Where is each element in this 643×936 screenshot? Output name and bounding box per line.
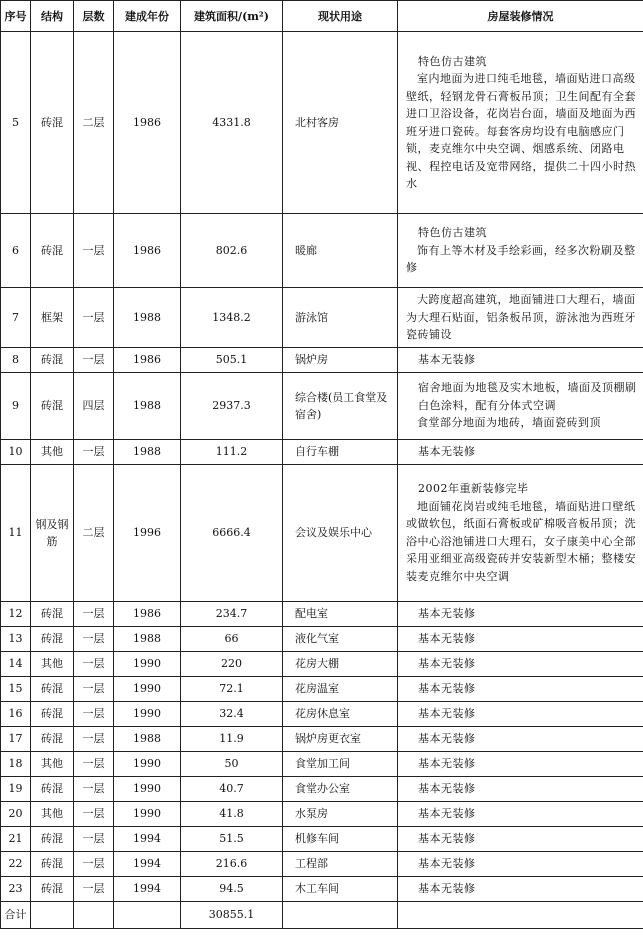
decoration-paragraph: 基本无装修 (418, 856, 476, 870)
cell-structure: 砖混 (31, 876, 74, 901)
table-row (1, 651, 643, 676)
header-structure: 结构 (31, 1, 74, 32)
cell-area: 72.1 (181, 676, 283, 701)
total-empty-structure (31, 901, 74, 928)
cell-area: 6666.4 (181, 464, 283, 601)
cell-floors: 一层 (74, 701, 114, 726)
cell-no: 16 (1, 701, 31, 726)
cell-decoration (398, 372, 643, 439)
table-row (1, 626, 643, 651)
cell-use: 食堂加工间 (283, 751, 398, 776)
cell-decoration (398, 826, 643, 851)
cell-area: 220 (181, 651, 283, 676)
table-row (1, 851, 643, 876)
decoration-paragraph: 2002年重新装修完毕 (418, 482, 529, 495)
table-row (1, 347, 643, 372)
cell-area: 111.2 (181, 439, 283, 464)
cell-use: 游泳馆 (283, 288, 398, 348)
cell-no: 10 (1, 439, 31, 464)
cell-floors: 一层 (74, 601, 114, 626)
decoration-paragraph: 食堂部分地面为地砖，墙面瓷砖到顶 (417, 416, 601, 430)
cell-use: 北村客房 (283, 32, 398, 214)
cell-use: 机修车间 (283, 826, 398, 851)
cell-structure: 其他 (31, 801, 74, 826)
cell-floors: 一层 (74, 347, 114, 372)
total-empty-year (114, 901, 181, 928)
cell-floors: 一层 (74, 726, 114, 751)
cell-no: 19 (1, 776, 31, 801)
cell-no: 13 (1, 626, 31, 651)
cell-floors: 一层 (74, 776, 114, 801)
cell-structure: 砖混 (31, 726, 74, 751)
cell-year: 1996 (114, 464, 181, 601)
cell-year: 1988 (114, 288, 181, 348)
cell-no: 5 (1, 32, 31, 214)
table-row (1, 214, 643, 288)
cell-year: 1994 (114, 851, 181, 876)
cell-use: 配电室 (283, 601, 398, 626)
decoration-paragraph: 基本无装修 (418, 444, 476, 458)
total-row (1, 901, 643, 928)
cell-floors: 一层 (74, 676, 114, 701)
cell-decoration (398, 851, 643, 876)
cell-year: 1990 (114, 676, 181, 701)
decoration-paragraph: 宿舍地面为地毯及实木地板，墙面及顶棚刷白色涂料，配有分体式空调 (418, 381, 637, 412)
total-empty-floors (74, 901, 114, 928)
decoration-paragraph: 基本无装修 (418, 806, 476, 820)
table-row (1, 32, 643, 214)
cell-year: 1988 (114, 372, 181, 439)
cell-decoration (398, 676, 643, 701)
cell-floors: 一层 (74, 288, 114, 348)
cell-area: 51.5 (181, 826, 283, 851)
header-year: 建成年份 (114, 1, 181, 32)
cell-year: 1986 (114, 347, 181, 372)
total-empty-use (283, 901, 398, 928)
cell-structure: 砖混 (31, 32, 74, 214)
cell-area: 94.5 (181, 876, 283, 901)
cell-decoration (398, 347, 643, 372)
decoration-paragraph: 基本无装修 (418, 606, 476, 620)
cell-year: 1990 (114, 776, 181, 801)
cell-no: 21 (1, 826, 31, 851)
decoration-paragraph: 基本无装修 (418, 881, 476, 895)
table-row (1, 601, 643, 626)
cell-area: 802.6 (181, 214, 283, 288)
cell-area: 234.7 (181, 601, 283, 626)
cell-use: 木工车间 (283, 876, 398, 901)
header-decoration: 房屋装修情况 (398, 1, 643, 32)
cell-area: 32.4 (181, 701, 283, 726)
cell-area: 11.9 (181, 726, 283, 751)
cell-year: 1986 (114, 214, 181, 288)
cell-year: 1990 (114, 701, 181, 726)
cell-floors: 二层 (74, 32, 114, 214)
table-body (1, 32, 643, 902)
cell-use: 水泵房 (283, 801, 398, 826)
total-area: 30855.1 (181, 901, 283, 928)
cell-use: 花房休息室 (283, 701, 398, 726)
cell-decoration (398, 214, 643, 288)
cell-no: 8 (1, 347, 31, 372)
cell-use: 液化气室 (283, 626, 398, 651)
cell-decoration (398, 626, 643, 651)
cell-use: 综合楼(员工食堂及宿舍) (283, 372, 398, 439)
cell-area: 1348.2 (181, 288, 283, 348)
cell-decoration (398, 726, 643, 751)
cell-floors: 一层 (74, 439, 114, 464)
cell-structure: 砖混 (31, 347, 74, 372)
cell-use: 花房温室 (283, 676, 398, 701)
cell-year: 1986 (114, 601, 181, 626)
cell-year: 1994 (114, 826, 181, 851)
cell-floors: 四层 (74, 372, 114, 439)
cell-no: 18 (1, 751, 31, 776)
cell-structure: 砖混 (31, 676, 74, 701)
cell-use: 花房大棚 (283, 651, 398, 676)
cell-use: 自行车棚 (283, 439, 398, 464)
cell-floors: 一层 (74, 876, 114, 901)
cell-no: 7 (1, 288, 31, 348)
decoration-paragraph: 基本无装修 (418, 352, 476, 366)
table-row (1, 701, 643, 726)
cell-area: 216.6 (181, 851, 283, 876)
cell-use: 锅炉房更衣室 (283, 726, 398, 751)
table-row (1, 464, 643, 601)
cell-floors: 一层 (74, 214, 114, 288)
decoration-paragraph: 基本无装修 (418, 756, 476, 770)
cell-floors: 一层 (74, 751, 114, 776)
cell-decoration (398, 651, 643, 676)
cell-area: 41.8 (181, 801, 283, 826)
cell-no: 15 (1, 676, 31, 701)
cell-structure: 其他 (31, 651, 74, 676)
cell-structure: 砖混 (31, 372, 74, 439)
header-floors: 层数 (74, 1, 114, 32)
decoration-paragraph: 基本无装修 (418, 831, 476, 845)
decoration-paragraph: 地面铺花岗岩或纯毛地毯，墙面贴进口壁纸或做软包，纸面石膏板或矿棉吸音板吊顶；洗浴中心浴池铺进口大理石，女子康美中心全部采用亚细亚高级瓷砖并安装新型木桶；整楼安装麦克维尔中央空调 (406, 499, 636, 583)
cell-year: 1990 (114, 751, 181, 776)
table-row (1, 439, 643, 464)
decoration-paragraph: 特色仿古建筑 (418, 54, 487, 68)
total-empty-decoration (398, 901, 643, 928)
total-label: 合计 (1, 901, 31, 928)
cell-structure: 砖混 (31, 601, 74, 626)
cell-structure: 砖混 (31, 851, 74, 876)
decoration-paragraph: 基本无装修 (418, 781, 476, 795)
cell-no: 20 (1, 801, 31, 826)
cell-no: 22 (1, 851, 31, 876)
table-row (1, 876, 643, 901)
table-row (1, 372, 643, 439)
cell-use: 食堂办公室 (283, 776, 398, 801)
cell-structure: 砖混 (31, 826, 74, 851)
cell-floors: 一层 (74, 626, 114, 651)
cell-decoration (398, 701, 643, 726)
cell-structure: 其他 (31, 751, 74, 776)
cell-area: 2937.3 (181, 372, 283, 439)
cell-floors: 一层 (74, 651, 114, 676)
decoration-paragraph: 饰有上等木材及手绘彩画，经多次粉刷及整修 (406, 243, 636, 275)
decoration-paragraph: 基本无装修 (418, 631, 476, 645)
cell-year: 1988 (114, 626, 181, 651)
table-row (1, 826, 643, 851)
cell-decoration (398, 776, 643, 801)
decoration-paragraph: 室内地面为进口纯毛地毯，墙面贴进口高级壁纸，轻钢龙骨石膏板吊顶；卫生间配有全套进口卫浴设备，花岗岩台面，墙面及地面为西班牙进口瓷砖。每套客房均设有电脑感应门锁，麦克维尔中央空调、烟感系统、闭路电视、程控电话及宽带网络，提供二十四小时热水 (406, 72, 636, 190)
cell-decoration (398, 32, 643, 214)
cell-floors: 二层 (74, 464, 114, 601)
cell-structure: 钢及钢筋 (31, 464, 74, 601)
cell-use: 暖廊 (283, 214, 398, 288)
cell-floors: 一层 (74, 826, 114, 851)
cell-no: 9 (1, 372, 31, 439)
cell-decoration (398, 601, 643, 626)
decoration-paragraph: 基本无装修 (418, 681, 476, 695)
cell-floors: 一层 (74, 801, 114, 826)
header-row (1, 1, 643, 32)
cell-year: 1990 (114, 801, 181, 826)
cell-no: 6 (1, 214, 31, 288)
header-area: 建筑面积/(m²) (181, 1, 283, 32)
cell-decoration (398, 751, 643, 776)
decoration-paragraph: 特色仿古建筑 (418, 226, 487, 240)
cell-year: 1990 (114, 651, 181, 676)
cell-structure: 框架 (31, 288, 74, 348)
cell-decoration (398, 464, 643, 601)
decoration-paragraph: 大跨度超高建筑，地面铺进口大理石，墙面为大理石贴面，铝条板吊顶，游泳池为西班牙瓷砖铺设 (406, 293, 636, 341)
cell-year: 1988 (114, 726, 181, 751)
cell-no: 11 (1, 464, 31, 601)
cell-structure: 砖混 (31, 214, 74, 288)
cell-no: 14 (1, 651, 31, 676)
cell-structure: 砖混 (31, 776, 74, 801)
decoration-paragraph: 基本无装修 (418, 731, 476, 745)
header-use: 现状用途 (283, 1, 398, 32)
cell-year: 1994 (114, 876, 181, 901)
cell-structure: 砖混 (31, 626, 74, 651)
decoration-paragraph: 基本无装修 (418, 706, 476, 720)
table-row (1, 751, 643, 776)
table-row (1, 676, 643, 701)
decoration-paragraph: 基本无装修 (418, 656, 476, 670)
cell-year: 1986 (114, 32, 181, 214)
cell-area: 66 (181, 626, 283, 651)
cell-no: 12 (1, 601, 31, 626)
cell-area: 505.1 (181, 347, 283, 372)
cell-area: 50 (181, 751, 283, 776)
cell-use: 会议及娱乐中心 (283, 464, 398, 601)
cell-year: 1988 (114, 439, 181, 464)
table-row (1, 726, 643, 751)
cell-floors: 一层 (74, 851, 114, 876)
cell-decoration (398, 439, 643, 464)
cell-decoration (398, 801, 643, 826)
table-row (1, 776, 643, 801)
table-row (1, 801, 643, 826)
cell-decoration (398, 288, 643, 348)
cell-area: 4331.8 (181, 32, 283, 214)
cell-decoration (398, 876, 643, 901)
header-no: 序号 (1, 1, 31, 32)
cell-no: 17 (1, 726, 31, 751)
cell-structure: 其他 (31, 439, 74, 464)
cell-use: 工程部 (283, 851, 398, 876)
cell-area: 40.7 (181, 776, 283, 801)
cell-structure: 砖混 (31, 701, 74, 726)
table-row (1, 288, 643, 348)
cell-no: 23 (1, 876, 31, 901)
cell-use: 锅炉房 (283, 347, 398, 372)
